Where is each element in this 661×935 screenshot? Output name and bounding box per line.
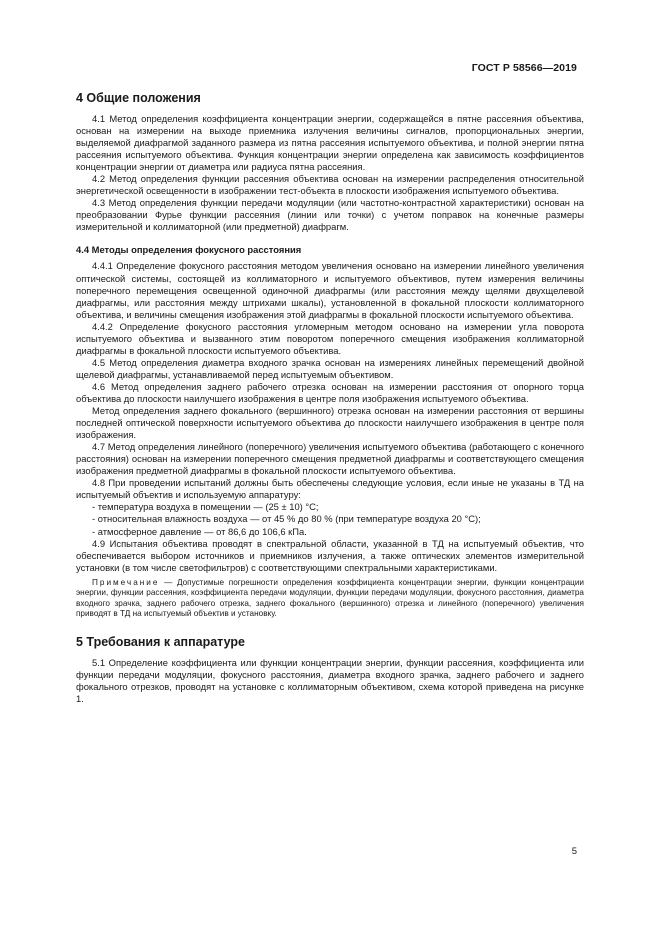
paragraph-4-4-1: 4.4.1 Определение фокусного расстояния методом увеличения основано на измерении линейного увеличения оптической системы, состоящей из коллиматорного и испытуемого объективов, путем измерения величины поперечного перемещения освещенной одиночной диафрагмы (или расстояния между щелями двухщелевой диафрагмы, или расстояния между штрихами шкалы), установленной в фокальной плоскости коллиматорного объектива, и величины смещения изображения этой диафрагмы в фокальной плоскости испытуемого объектива.	[76, 260, 584, 320]
paragraph-5-1: 5.1 Определение коэффициента или функции концентрации энергии, функции рассеяния, коэффициента или функции передачи модуляции, фокусного расстояния, диаметра входного зрачка, заднего рабочего и заднего фокального отрезков, проводят на установке с коллиматорным объективом, схема которой приведена на рисунке 1.	[76, 657, 584, 705]
section-5-heading: 5 Требования к аппаратуре	[76, 635, 245, 650]
paragraph-4-6: 4.6 Метод определения заднего рабочего отрезка основан на измерении расстояния от опорного торца объектива до плоскости наилучшего изображения в центре поля изображения испытуемого объектива.	[76, 380, 584, 404]
paragraph-4-9: 4.9 Испытания объектива проводят в спектральной области, указанной в ТД на испытуемый объектив, что обеспечивается выбором источников и приемников излучения, а также оптических элементов измерительной установки (в том числе светофильтров) с соответствующими спектральными характеристиками.	[76, 537, 584, 573]
paragraph-4-7: 4.7 Метод определения линейного (поперечного) увеличения испытуемого объектива (работающего с конечного расстояния) основан на измерении поперечного смещения предметной диафрагмы и соответствующего смещения изображения предметной диафрагмы в фокальной плоскости испытуемого объектива.	[76, 441, 584, 477]
condition-temperature: - температура воздуха в помещении — (25 ± 10) °С;	[92, 501, 319, 513]
paragraph-4-4-2: 4.4.2 Определение фокусного расстояния угломерным методом основано на измерении угла поворота испытуемого объектива и вызванного этим поворотом поперечного смещения изображения коллиматорной диафрагмы в фокальной плоскости испытуемого объектива.	[76, 320, 584, 356]
note	[76, 578, 584, 620]
paragraph-4-6-back-focal: Метод определения заднего фокального (вершинного) отрезка основан на измерении расстояния от вершины последней оптической поверхности испытуемого объектива до плоскости наилучшего изображения в центре поля изображения.	[76, 405, 584, 441]
page-number: 5	[571, 846, 577, 857]
condition-humidity: - относительная влажность воздуха — от 45 % до 80 % (при температуре воздуха 20 °С);	[92, 513, 481, 525]
subsection-4-4-heading: 4.4 Методы определения фокусного расстояния	[76, 244, 302, 256]
paragraph-4-1: 4.1 Метод определения коэффициента концентрации энергии, содержащейся в пятне рассеяния объектива, основан на измерении на выходе приемника излучения величины сигналов, пропорциональных энергии, выделяемой диафрагмой заданного размера из пятна рассеяния испытуемого объектива, и полной энергии пятна рассеяния испытуемого объектива. Функция концентрации энергии определена как зависимость коэффициентов концентрации энергии от диаметра или радиуса пятна рассеяния.	[76, 113, 584, 173]
page-content	[76, 90, 584, 705]
paragraph-4-5: 4.5 Метод определения диаметра входного зрачка основан на измерениях линейных перемещений двойной щелевой диафрагмы, устанавливаемой перед испытуемым объективом.	[76, 356, 584, 380]
section-4-heading: 4 Общие положения	[76, 91, 201, 105]
paragraph-4-3: 4.3 Метод определения функции передачи модуляции (или частотно-контрастной характеристики) основан на преобразовании Фурье функции рассеяния (линии или точки) с учетом поправок на конечные размеры измерительной и коллиматорной (или предметной) диафрагм.	[76, 197, 584, 233]
note-text: — Допустимые погрешности определения коэффициента концентрации энергии, функции концентрации энергии, функции рассеяния, коэффициента передачи модуляции, функции передачи модуляции, фокусного расстояния, диаметра входного зрачка, заднего рабочего отрезка, заднего фокального (вершинного) отрезка и линейного (поперечного) увеличения приводят в ТД на испытуемый объектив и установку.	[76, 577, 584, 619]
paragraph-4-8: 4.8 При проведении испытаний должны быть обеспечены следующие условия, если иные не указаны в ТД на испытуемый объектив и используемую аппаратуру:	[76, 477, 584, 501]
condition-pressure: - атмосферное давление — от 86,6 до 106,6 кПа.	[92, 525, 307, 537]
note-label: Примечание	[92, 577, 160, 587]
paragraph-4-2: 4.2 Метод определения функции рассеяния объектива основан на измерении распределения относительной энергетической освещенности в изображении тест-объекта в плоскости изображения испытуемого объектива.	[76, 173, 584, 197]
document-header: ГОСТ Р 58566—2019	[471, 62, 577, 74]
